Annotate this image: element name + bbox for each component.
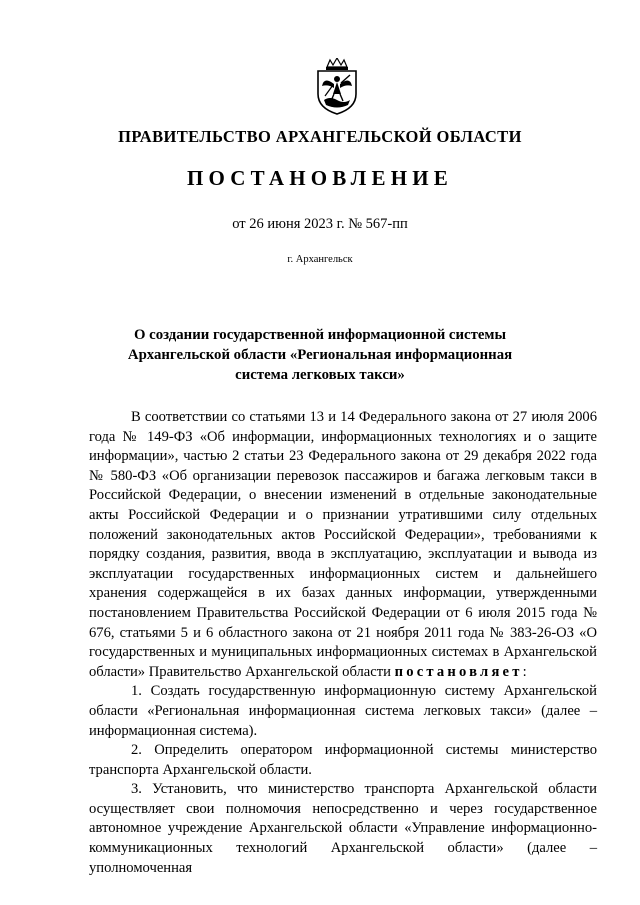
document-body (89, 408, 597, 878)
document-date-number: от 26 июня 2023 г. № 567-пп (232, 216, 408, 232)
title-line: система легковых такси» (235, 367, 405, 383)
decree-colon: : (522, 663, 527, 680)
document-title (110, 325, 530, 385)
item-paragraph-1: 1. Создать государственную информационную систему Архангельской области «Региональная информационная система легковых такси» (далее – информационная система). (89, 683, 597, 739)
decree-word: постановляет (394, 663, 523, 680)
document-city: г. Архангельск (287, 254, 353, 265)
item-paragraph-2: 2. Определить оператором информационной системы министерство транспорта Архангельской области. (89, 742, 597, 778)
title-line: О создании государственной информационной системы (133, 327, 507, 343)
title-line: Архангельской области «Региональная информационная (127, 347, 513, 363)
item-paragraph-3: 3. Установить, что министерство транспорта Архангельской области осуществляет свои полномочия непосредственно и через государственное автономное учреждение Архангельской области «Управление информационно-коммуникационных технологий Архангельской области» (далее – уполномоченная (89, 781, 597, 876)
preamble-text: В соответствии со статьями 13 и 14 Федерального закона от 27 июля 2006 года № 149-ФЗ «Об информации, информационных технологиях и о защите информации», частью 2 статьи 23 Федерального закона от 29 декабря 2022 года № 580-ФЗ «Об организации перевозок пассажиров и багажа легковым такси в Российской Федерации, о внесении изменений в отдельные законодательные акты Российской Федерации и о признании утратившими силу отдельных положений законодательных актов Российской Федерации», требованиями к порядку создания, развития, ввода в эксплуатацию, эксплуатации и вывода из эксплуатации государственных информационных систем и дальнейшего хранения содержащейся в их базах данных информации, утвержденными постановлением Правительства Российской Федерации от 6 июля 2015 года № 676, статьями 5 и 6 областного закона от 21 ноября 2011 года № 383-26-ОЗ «О государственных и муниципальных информационных системах в Архангельской области» Правительство Архангельской области (89, 409, 597, 680)
document-type: ПОСТАНОВЛЕНИЕ (186, 166, 454, 190)
preamble-paragraph (89, 408, 597, 682)
organization-name: ПРАВИТЕЛЬСТВО АРХАНГЕЛЬСКОЙ ОБЛАСТИ (118, 127, 522, 146)
coat-of-arms-icon (312, 58, 362, 116)
